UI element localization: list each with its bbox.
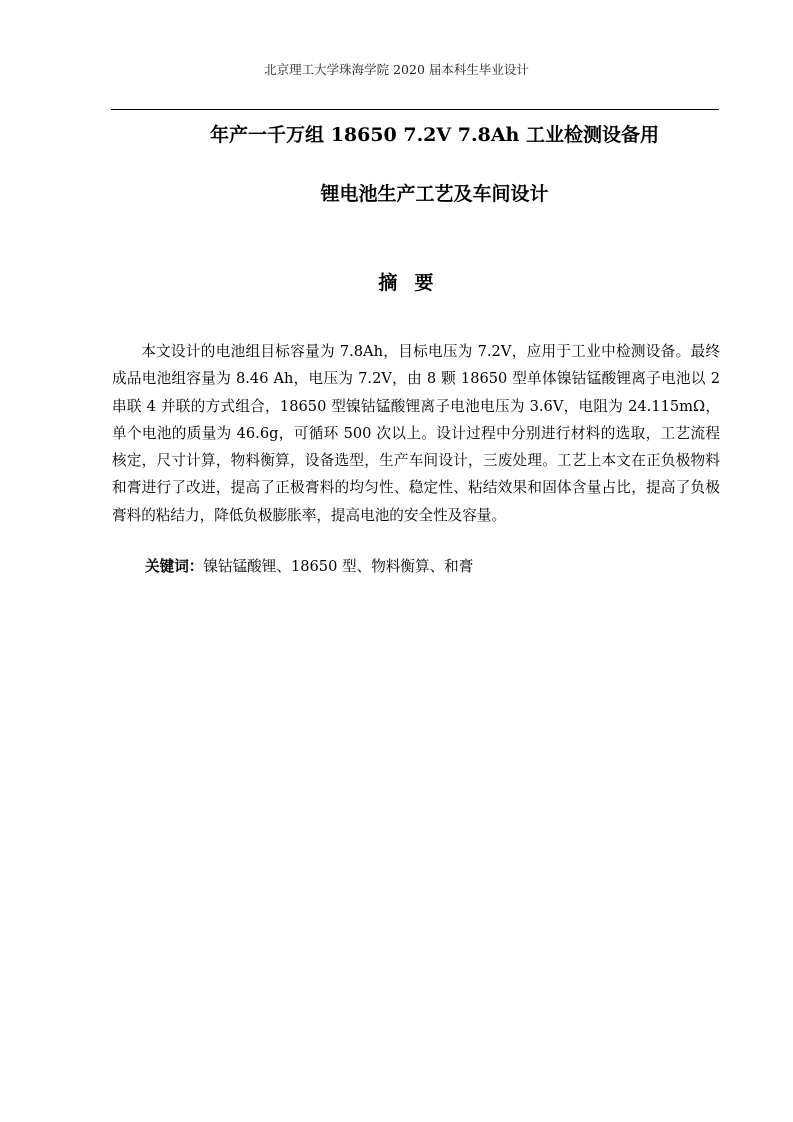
keywords-text: 镍钴锰酸锂、18650 型、物料衡算、和膏 [203, 558, 474, 575]
running-header: 北京理工大学珠海学院 2020 届本科生毕业设计 [264, 62, 529, 77]
abstract-body: 本文设计的电池组目标容量为 7.8Ah，目标电压为 7.2V，应用于工业中检测设备。最终成品电池组容量为 8.46 Ah，电压为 7.2V，由 8 颗 18650 型单体镍钴锰酸锂离子电池以 2 串联 4 并联的方式组合，18650 型镍钴锰酸锂离子电池电压为 3.6V，电阻为 24.115mΩ，单个电池的质量为 46.6g，可循环 500 次以上。设计过程中分别进行材料的选取，工艺流程核定，尺寸计算，物料衡算，设备选型，生产车间设计，三废处理。工艺上本文在正负极物料和膏进行了改进，提高了正极膏料的均匀性、稳定性、粘结效果和固体含量占比，提高了负极膏料的粘结力，降低负极膨胀率，提高电池的安全性及容量。 [112, 343, 720, 524]
thesis-title-line-1: 年产一千万组 18650 7.2V 7.8Ah 工业检测设备用 [210, 124, 659, 146]
keywords-line [145, 555, 720, 579]
header-divider [111, 109, 719, 110]
abstract-heading: 摘要 [378, 272, 451, 294]
thesis-title-line-2: 锂电池生产工艺及车间设计 [320, 183, 549, 205]
keywords-label: 关键词： [145, 558, 204, 575]
